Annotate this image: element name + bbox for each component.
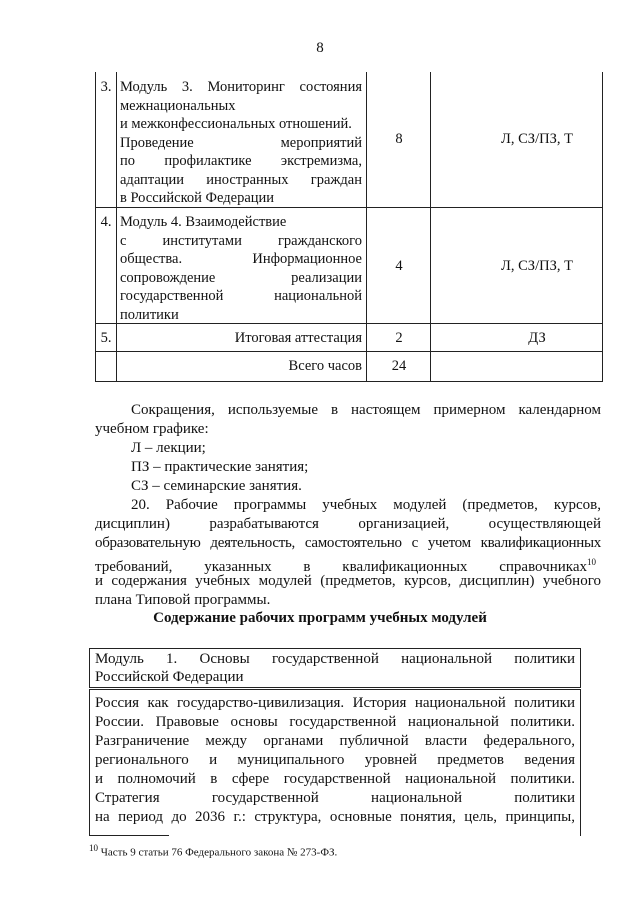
paragraph-20-line: образовательную деятельность, самостоятельно с учетом квалификационных bbox=[95, 535, 601, 551]
footnote bbox=[89, 843, 337, 859]
hours-value: 8 bbox=[395, 131, 403, 147]
page-number: 8 bbox=[316, 40, 324, 56]
desc-line: межнациональных bbox=[120, 97, 236, 114]
desc-line: и межконфессиональных отношений. bbox=[120, 116, 352, 132]
module-title-line: Российской Федерации bbox=[95, 669, 244, 685]
module-content-box bbox=[89, 689, 581, 836]
paragraph-20-line: плана Типовой программы. bbox=[95, 592, 271, 608]
abbreviation-item: Л – лекции; bbox=[131, 440, 206, 456]
module-body-line: Разграничение между органами публичной власти федерального, bbox=[95, 733, 575, 749]
module-body-line: России. Правовые основы государственной национальной политики. bbox=[95, 714, 575, 730]
col-divider bbox=[430, 72, 431, 381]
row-divider bbox=[96, 351, 602, 352]
abbreviations-intro: Сокращения, используемые в настоящем примерном календарном bbox=[131, 402, 601, 418]
schedule-table bbox=[95, 72, 603, 382]
total-hours-label: Всего часов bbox=[288, 358, 362, 374]
footnote-number: 10 bbox=[89, 843, 98, 853]
final-attestation-label: Итоговая аттестация bbox=[234, 330, 362, 346]
module-body-line: и полномочий в сфере государственной национальной политики. bbox=[95, 771, 575, 787]
desc-line: адаптации иностранных граждан bbox=[120, 171, 362, 188]
desc-line: Проведение мероприятий bbox=[120, 134, 362, 151]
module-description bbox=[120, 78, 362, 208]
assessment-form: Л, СЗ/ПЗ, Т bbox=[501, 131, 573, 147]
desc-line: общества. Информационное bbox=[120, 251, 362, 267]
desc-line: политики bbox=[120, 306, 179, 323]
hours-value: 4 bbox=[395, 258, 403, 274]
col-divider bbox=[116, 72, 117, 381]
col-divider bbox=[366, 72, 367, 381]
paragraph-20-line: и содержания учебных модулей (предметов, курсов, дисциплин) учебного bbox=[95, 573, 601, 589]
module-title-line: Модуль 1. Основы государственной национальной политики bbox=[95, 651, 575, 667]
desc-line: в Российской Федерации bbox=[120, 190, 275, 206]
desc-line: по профилактике экстремизма, bbox=[120, 153, 362, 169]
paragraph-20-text: требований, указанных в квалификационных справочниках bbox=[95, 559, 587, 575]
footnote-text: Часть 9 статьи 76 Федерального закона № 273-ФЗ. bbox=[100, 846, 338, 859]
paragraph-20-line: 20. Рабочие программы учебных модулей (предметов, курсов, bbox=[131, 497, 601, 513]
desc-line: государственной национальной bbox=[120, 288, 362, 304]
footnote-separator bbox=[89, 835, 169, 836]
module-description bbox=[120, 213, 362, 324]
row-number: 4. bbox=[100, 214, 112, 230]
abbreviations-intro-cont: учебном графике: bbox=[95, 421, 209, 437]
desc-line: Модуль 4. Взаимодействие bbox=[120, 214, 287, 230]
module-body-line: Россия как государство-цивилизация. История национальной политики bbox=[95, 695, 575, 711]
desc-line: сопровождение реализации bbox=[120, 269, 362, 286]
section-heading: Содержание рабочих программ учебных модулей bbox=[153, 610, 487, 626]
total-hours-value: 24 bbox=[391, 358, 407, 374]
hours-value: 2 bbox=[395, 330, 403, 346]
module-body-line: регионального и муниципального уровней предметов ведения bbox=[95, 752, 575, 768]
abbreviation-item: СЗ – семинарские занятия. bbox=[131, 478, 302, 494]
module-body-line: Стратегия государственной национальной политики bbox=[95, 790, 575, 806]
paragraph-20-line: дисциплин) разрабатываются организацией, осуществляющей bbox=[95, 516, 601, 532]
assessment-form: ДЗ bbox=[528, 330, 546, 346]
module-title-box bbox=[89, 648, 581, 688]
row-number: 5. bbox=[100, 330, 112, 346]
row-number: 3. bbox=[100, 79, 112, 95]
desc-line: Модуль 3. Мониторинг состояния bbox=[120, 79, 362, 95]
module-body-line: на период до 2036 г.: структура, основные понятия, цель, принципы, bbox=[95, 809, 575, 825]
desc-line: с институтами гражданского bbox=[120, 232, 362, 249]
footnote-ref: 10 bbox=[587, 557, 596, 567]
assessment-form: Л, СЗ/ПЗ, Т bbox=[501, 258, 573, 274]
abbreviation-item: ПЗ – практические занятия; bbox=[131, 459, 309, 475]
